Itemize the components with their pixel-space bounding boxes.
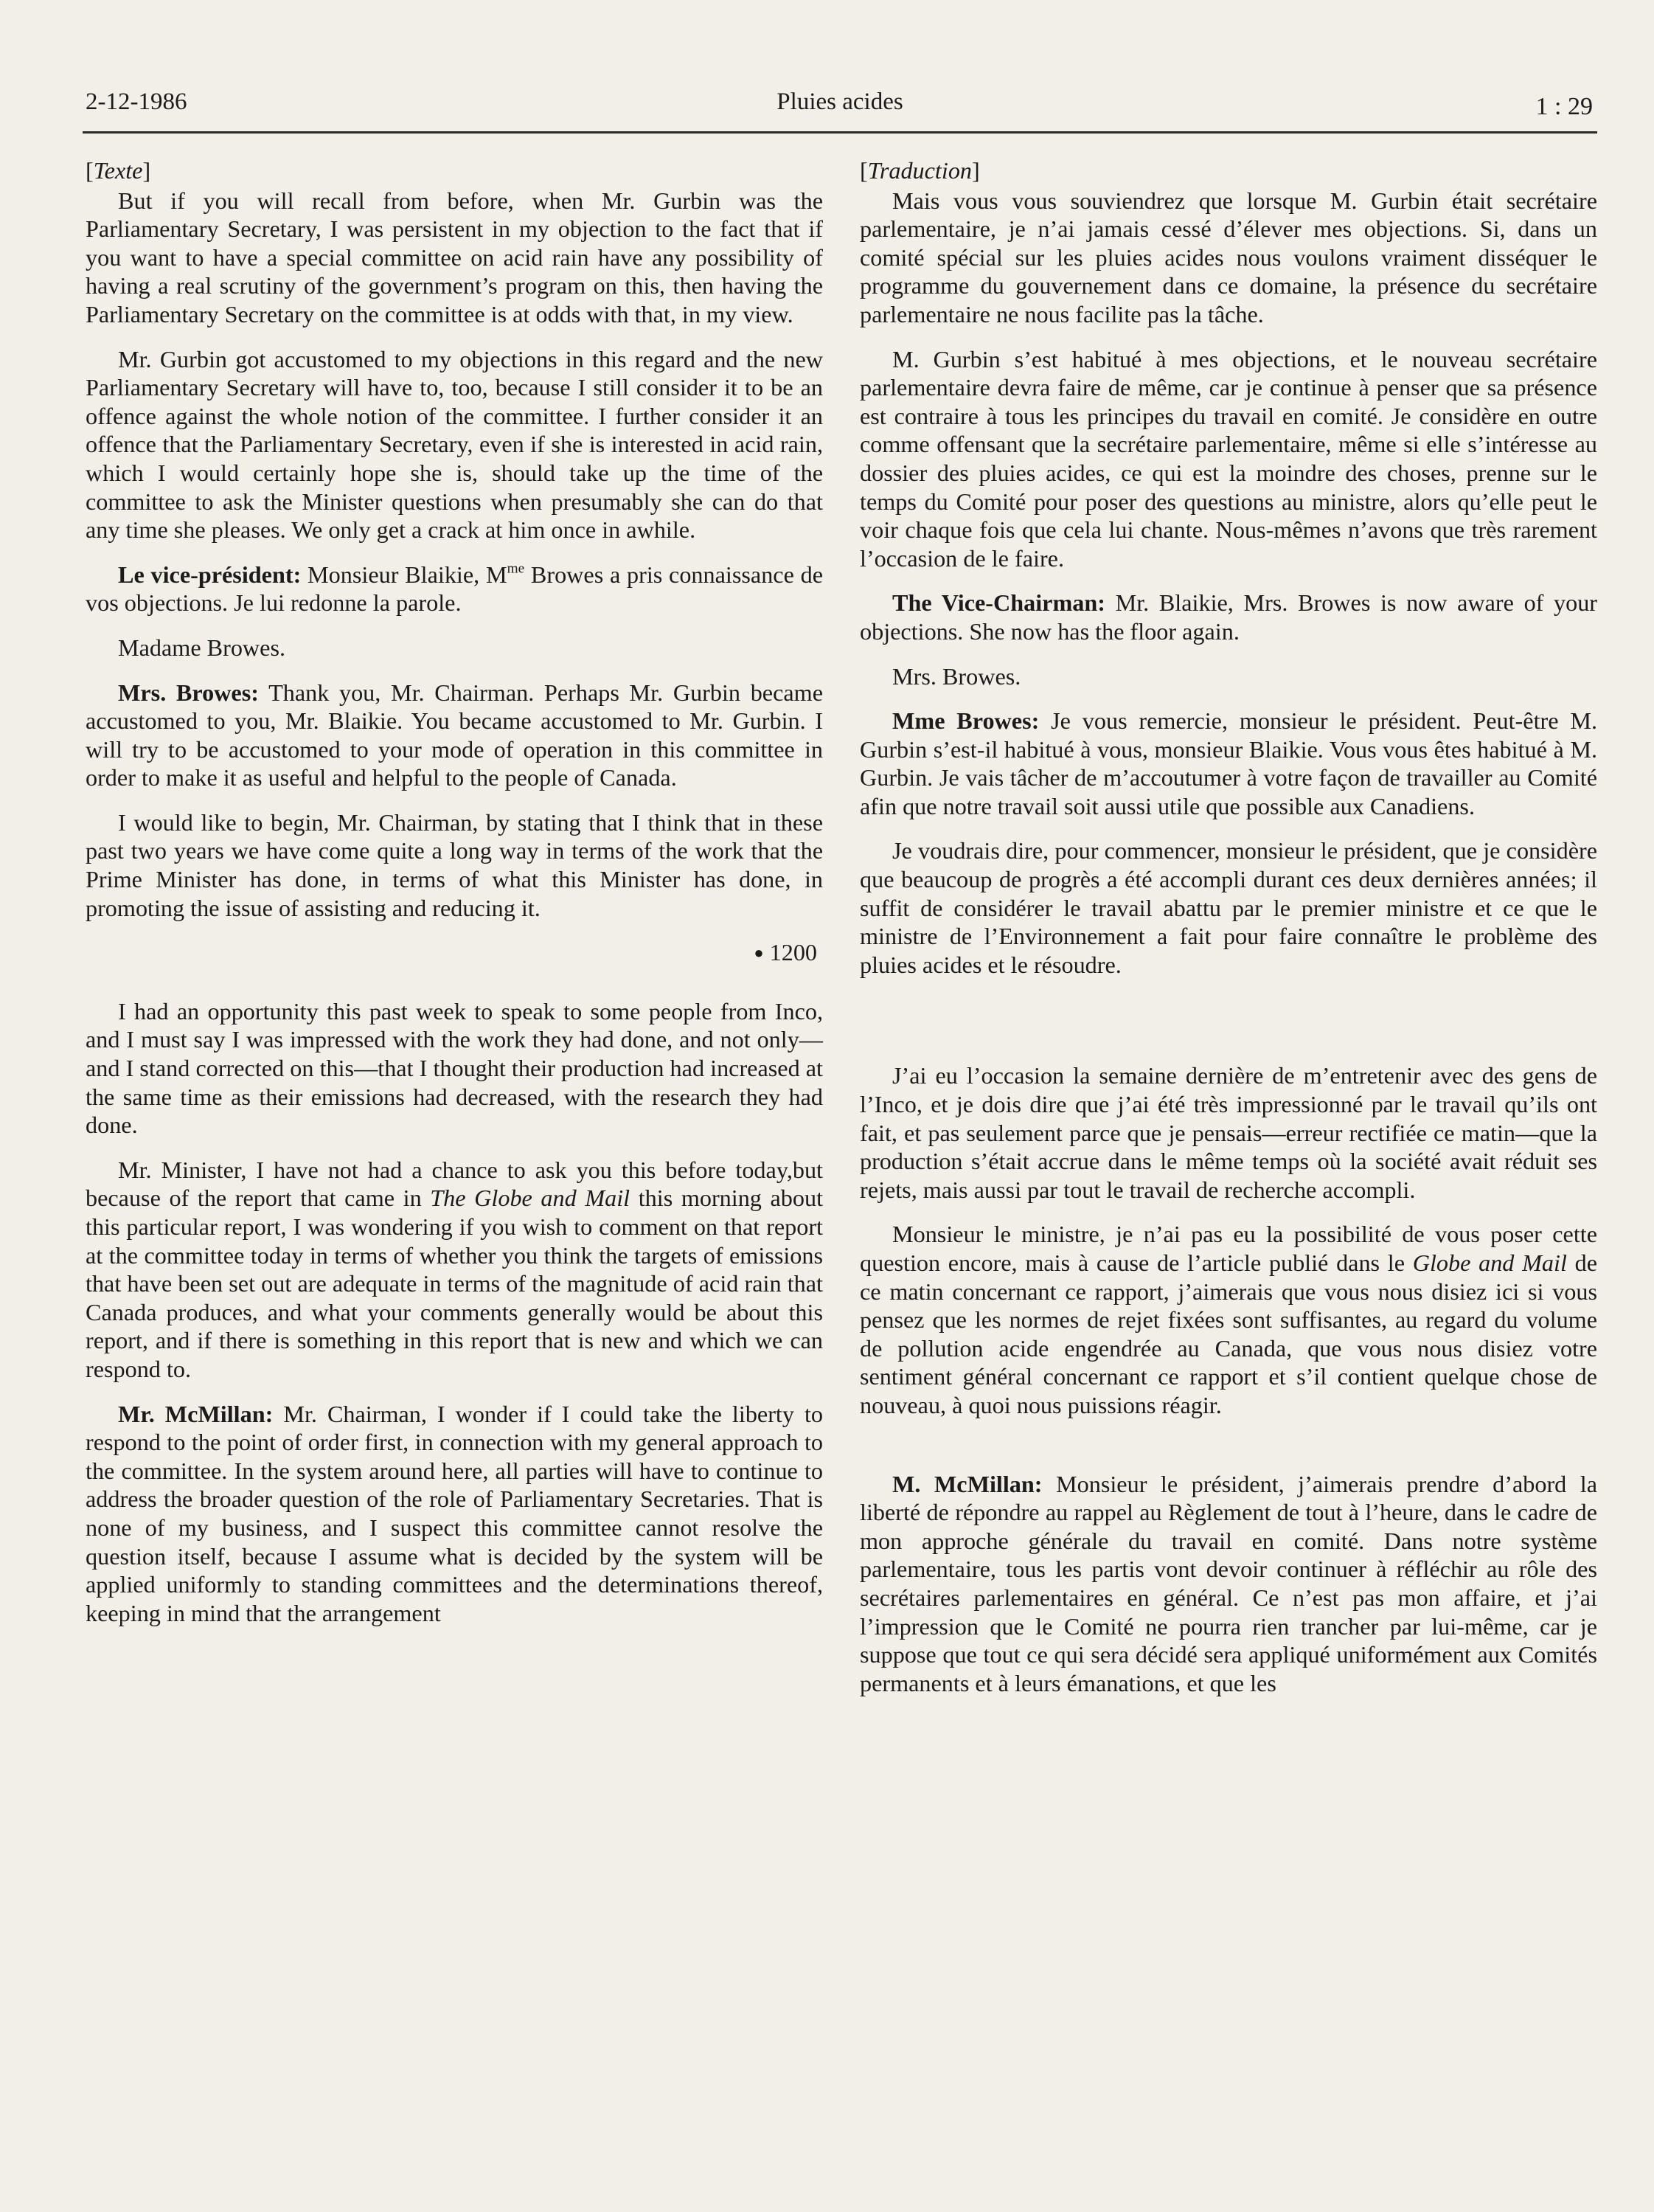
- paragraph: [860, 1470, 1597, 1698]
- column-spacer: [860, 995, 1597, 1061]
- english-column: [86, 156, 823, 1643]
- paragraph: Mrs. Browes.: [892, 662, 1021, 690]
- paragraph: I had an opportunity this past week to speak to some people from Inco, and I must say I was impressed with the work they had done, and not only—and I stand corrected on this—that I thought their production had increased at the same time as their emissions had decreased, with the research they had done.: [86, 997, 823, 1139]
- speech-text: Je vous remercie, monsieur le président. Peut-être M. Gurbin s’est-il habitué à vous, monsieur Blaikie. Vous vous êtes habitué à M. Gurbin. Je vais tâcher de m’accoutumer à votre façon de travailler au Comité afin que notre travail soit aussi utile que possible aux Canadiens.: [860, 707, 1597, 819]
- speaker-name: Mr. McMillan:: [118, 1400, 274, 1427]
- header-title: Pluies acides: [776, 89, 903, 115]
- paragraph: Madame Browes.: [118, 634, 286, 661]
- speech-text: Monsieur le président, j’aimerais prendre d’abord la liberté de répondre au rappel au Règlement de tout à l’heure, dans le cadre de mon approche générale du travail en comité. Dans notre système parlementaire, tous les partis vont devoir continuer à réfléchir au rôle des secrétaires parlementaires en général. Ce n’est pas mon affaire, et j’ai l’impression que le Comité ne pourra rien trancher par lui-même, car je suppose que tout ce qui sera décidé sera appliqué uniformément aux Comités permanents et à leurs émanations, et que les: [860, 1470, 1597, 1696]
- superscript-text: me: [507, 561, 525, 577]
- french-column: [860, 156, 1597, 1713]
- speech-text: Mr. Blaikie, Mrs. Browes is now aware of your objections. She now has the floor again.: [860, 589, 1598, 645]
- section-tag-text: Traduction: [867, 157, 973, 184]
- section-tag-text: Texte: [93, 157, 143, 184]
- header-date: 2-12-1986: [86, 89, 187, 115]
- publication-title: The Globe and Mail: [430, 1185, 630, 1212]
- paragraph: Mr. Gurbin got accustomed to my objections in this regard and the new Parliamentary Secretary will have to, too, because I still consider it to be an offence against the whole notion of the committee. I further consider it an offence that the Parliamentary Secretary, even if she is interested in acid rain, which I would certainly hope she is, should take up the time of the committee to ask the Minister questions when presumably she can do that any time she pleases. We only get a crack at him once in awhile.: [86, 345, 823, 544]
- paragraph: Je voudrais dire, pour commencer, monsieur le président, que je considère que beaucoup de progrès a été accompli durant ces deux dernières années; il suffit de considérer le travail abattu par le premier ministre et ce que le ministre de l’Environnement a fait pour faire connaître le problème des pluies acides et le résoudre.: [860, 837, 1597, 978]
- time-marker-text: 1200: [769, 939, 817, 966]
- speaker-name: Mrs. Browes:: [118, 679, 259, 706]
- paragraph: But if you will recall from before, when Mr. Gurbin was the Parliamentary Secretary, I was persistent in my objection to the fact that if you want to have a special committee on acid rain have any possibility of having a real scrutiny of the government’s program on this, then having the Parliamentary Secretary on the committee is at odds with that, in my view.: [86, 187, 823, 327]
- page-header: [83, 83, 1597, 134]
- paragraph: [860, 707, 1597, 820]
- speaker-name: M. McMillan:: [892, 1470, 1043, 1497]
- paragraph: [86, 1156, 823, 1384]
- column-spacer: [860, 1436, 1597, 1470]
- speech-text: Monsieur le ministre, je n’ai pas eu la possibilité de vous poser cette question encore, mais à cause de l’article publié dans le: [860, 1221, 1597, 1276]
- paragraph: J’ai eu l’occasion la semaine dernière de m’entretenir avec des gens de l’Inco, et je dois dire que j’ai été très impressionné par le travail qu’ils ont fait, et pas seulement parce que je pensais—erreur rectifiée ce matin—que la production s’était accrue dans le même temps où la société avait réduit ses rejets, mais aussi par tout le travail de recherche accompli.: [860, 1062, 1597, 1203]
- speech-text: Mr. Chairman, I wonder if I could take the liberty to respond to the point of order first, in connection with my general approach to the committee. In the system around here, all parties will have to continue to address the broader question of the role of Parliamentary Secretaries. That is none of my business, and I suspect this committee cannot resolve the question itself, because I assume what is decided by the system will be applied uniformly to standing committees and the determinations thereof, keeping in mind that the arrangement: [86, 1400, 823, 1626]
- paragraph: Mais vous vous souviendrez que lorsque M. Gurbin était secrétaire parlementaire, je n’ai jamais cessé d’élever mes objections. Si, dans un comité spécial sur les pluies acides nous voulons vraiment disséquer le programme du gouvernement dans ce domaine, la présence du secrétaire parlementaire ne nous facilite pas la tâche.: [860, 187, 1597, 327]
- time-marker: [86, 938, 817, 968]
- speech-text: Mr. Minister, I have not had a chance to ask you this before today,but because of the report that came in: [86, 1156, 823, 1212]
- speech-text: Thank you, Mr. Chairman. Perhaps Mr. Gurbin became accustomed to you, Mr. Blaikie. You became accustomed to Mr. Gurbin. I will try to be accustomed to your mode of operation in this committee in order to make it as useful and helpful to the people of Canada.: [86, 679, 823, 791]
- paragraph: [86, 679, 823, 792]
- speech-text: this morning about this particular report, I was wondering if you wish to comment on that report at the committee today in terms of whether you think the targets of emissions that have been set out are adequate in terms of the magnitude of acid rain that Canada produces, and what your comments generally would be about this report, and if there is something in this report that is new and which we can respond to.: [86, 1185, 824, 1382]
- speech-text: Monsieur Blaikie, M: [301, 561, 507, 588]
- section-tag: [Texte]: [86, 157, 151, 184]
- paragraph: I would like to begin, Mr. Chairman, by stating that I think that in these past two years we have come quite a long way in terms of the work that the Prime Minister has done, in terms of what this Minister has done, in promoting the issue of assisting and reducing it.: [86, 808, 823, 921]
- speaker-name: Mme Browes:: [892, 707, 1040, 735]
- header-page-number: 1 : 29: [1535, 93, 1593, 120]
- speech-text: de ce matin concernant ce rapport, j’aimerais que vous nous disiez ici si vous pensez que les normes de rejet fixées sont suffisantes, au regard du volume de pollution acide engendrée au Canada, que vous nous disiez votre sentiment général concernant ce rapport et s’il contient quelque chose de nouveau, à quoi nous puissions réagir.: [860, 1249, 1598, 1418]
- paragraph: [860, 589, 1597, 645]
- paragraph: [86, 1400, 823, 1628]
- paragraph: M. Gurbin s’est habitué à mes objections, et le nouveau secrétaire parlementaire devra faire de même, car je continue à penser que sa présence est contraire à tous les principes du travail en comité. Je considère en outre comme offensant que la secrétaire parlementaire, même si elle s’intéresse au dossier des pluies acides, ce qui est la moindre des choses, prenne sur le temps du Comité pour poser des questions au ministre, alors qu’elle peut le voir chaque fois que cela lui chante. Nous-mêmes n’avons que très rarement l’occasion de le faire.: [860, 345, 1597, 572]
- speech-text: Browes a pris connaissance de vos objections. Je lui redonne la parole.: [86, 561, 823, 617]
- bullet-icon: ●: [754, 943, 764, 963]
- speaker-name: Le vice-président:: [118, 561, 302, 588]
- publication-title: Globe and Mail: [1412, 1249, 1567, 1276]
- section-tag: [Traduction]: [860, 157, 980, 184]
- paragraph: [860, 1220, 1597, 1419]
- speaker-name: The Vice-Chairman:: [892, 589, 1105, 617]
- paragraph: [86, 561, 823, 617]
